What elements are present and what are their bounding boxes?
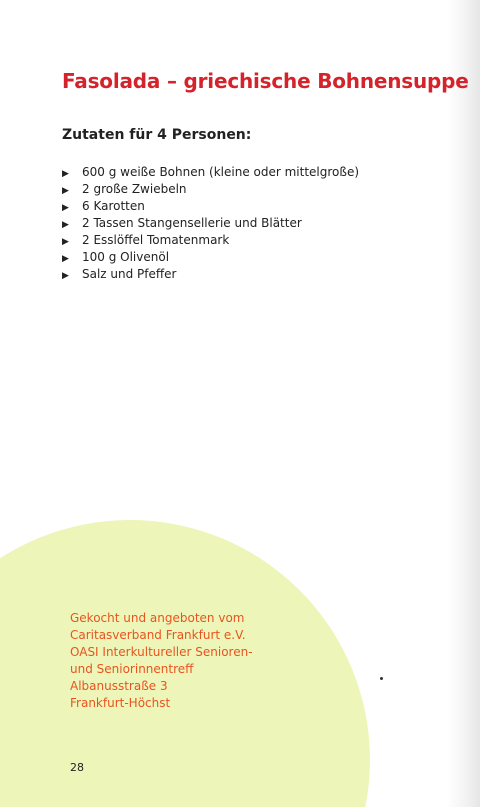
triangle-right-icon: ▶: [62, 237, 69, 247]
credits-line: Frankfurt-Höchst: [70, 696, 171, 710]
page-number: 28: [70, 761, 84, 774]
ingredient-text: 2 große Zwiebeln: [82, 182, 187, 196]
credits-line: und Seniorinnentreff: [70, 662, 194, 676]
ingredient-text: Salz und Pfeffer: [82, 267, 177, 281]
ingredient-item: [62, 181, 359, 198]
credits-line: OASI Interkultureller Senioren-: [70, 645, 253, 659]
ingredient-list: [62, 164, 359, 283]
triangle-right-icon: ▶: [62, 169, 69, 179]
triangle-right-icon: ▶: [62, 203, 69, 213]
ingredient-item: [62, 198, 359, 215]
credits-block: [70, 610, 253, 712]
print-speck: [380, 677, 383, 680]
credits-line: Caritasverband Frankfurt e.V.: [70, 628, 246, 642]
ingredient-text: 2 Tassen Stangensellerie und Blätter: [82, 216, 302, 230]
triangle-right-icon: ▶: [62, 254, 69, 264]
triangle-right-icon: ▶: [62, 186, 69, 196]
ingredient-text: 100 g Olivenöl: [82, 250, 170, 264]
recipe-title: Fasolada – griechische Bohnensuppe: [62, 69, 469, 93]
credits-line: Albanusstraße 3: [70, 679, 168, 693]
credits-line: Gekocht und angeboten vom: [70, 611, 245, 625]
ingredient-text: 2 Esslöffel Tomatenmark: [82, 233, 230, 247]
ingredient-item: [62, 266, 359, 283]
ingredients-heading: Zutaten für 4 Personen:: [62, 127, 252, 143]
triangle-right-icon: ▶: [62, 271, 69, 281]
ingredient-text: 6 Karotten: [82, 199, 145, 213]
ingredient-text: 600 g weiße Bohnen (kleine oder mittelgroße): [82, 165, 360, 179]
ingredient-item: [62, 249, 359, 266]
ingredient-item: [62, 215, 359, 232]
ingredient-item: [62, 232, 359, 249]
triangle-right-icon: ▶: [62, 220, 69, 230]
ingredient-item: [62, 164, 359, 181]
